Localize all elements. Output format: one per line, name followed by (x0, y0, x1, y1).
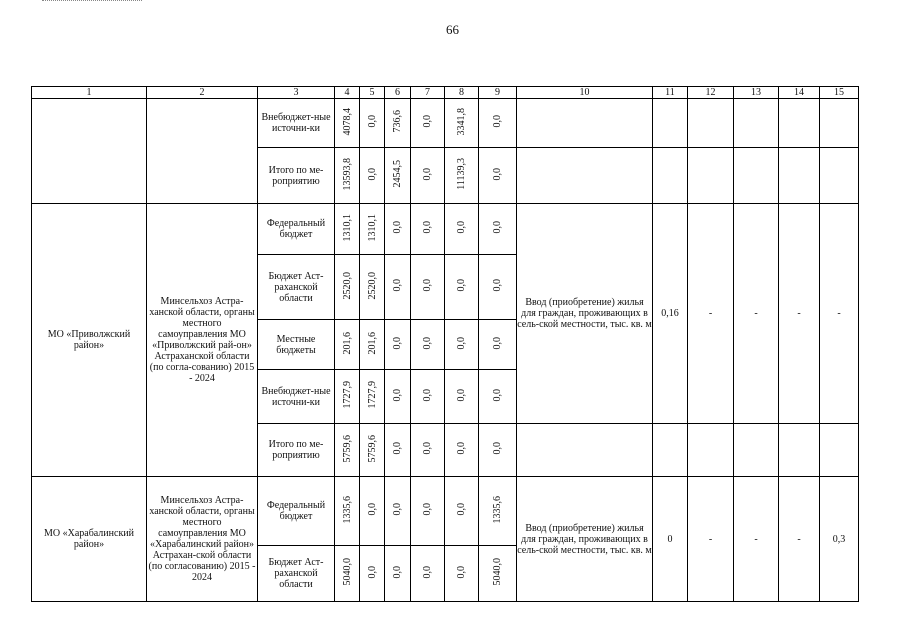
indicator-cell-empty (517, 99, 653, 148)
value: 0,0 (422, 167, 433, 181)
empty-cell (688, 424, 734, 477)
value: 2520,0 (366, 271, 378, 300)
value: 1310,1 (341, 213, 353, 242)
value: 0,0 (392, 336, 403, 350)
funding-source: Внебюджет-ные источни-ки (258, 99, 335, 148)
value-cell (360, 370, 385, 424)
value-cell (445, 255, 479, 320)
value-cell (445, 320, 479, 370)
value: 5040,0 (492, 558, 503, 586)
indicator-text: Ввод (приобретение) жилья для граждан, проживающих в сель-ской местности, тыс. кв. м (517, 477, 653, 602)
funding-source: Федеральный бюджет (258, 204, 335, 255)
indicator-value-15: 0,3 (820, 477, 859, 602)
col-num: 3 (258, 87, 335, 99)
value: 736,6 (392, 110, 403, 133)
value-cell (445, 370, 479, 424)
value-cell (445, 546, 479, 602)
col-num: 7 (411, 87, 445, 99)
table-row (32, 204, 859, 255)
value: 0,0 (492, 442, 503, 455)
value: 1335,6 (492, 495, 503, 524)
value: 0,0 (422, 115, 433, 128)
value-cell (335, 424, 360, 477)
value: 0,0 (492, 115, 503, 128)
value-cell (479, 204, 517, 255)
value: 2454,5 (392, 160, 403, 188)
empty-cell (820, 424, 859, 477)
value-cell (385, 370, 411, 424)
value: 0,0 (456, 279, 467, 292)
value-cell (385, 320, 411, 370)
value-cell (335, 204, 360, 255)
empty-cell (653, 148, 688, 204)
value-cell (479, 148, 517, 204)
value: 0,0 (456, 442, 467, 455)
top-edge-mark (42, 0, 142, 4)
program-table (31, 86, 859, 602)
value: 0,0 (492, 279, 503, 292)
value-cell (335, 148, 360, 204)
value: 0,0 (422, 503, 433, 516)
indicator-cell-empty (517, 424, 653, 477)
value-cell (411, 477, 445, 546)
value-cell (385, 204, 411, 255)
value: 0,0 (492, 336, 503, 350)
indicator-value-11: 0 (653, 477, 688, 602)
indicator-value-12: - (688, 204, 734, 424)
value-cell (479, 546, 517, 602)
value-cell (335, 255, 360, 320)
value-cell (360, 320, 385, 370)
value-cell (385, 255, 411, 320)
value-cell (385, 148, 411, 204)
value: 0,0 (456, 388, 467, 402)
value-cell (479, 370, 517, 424)
value: 2520,0 (341, 271, 353, 300)
value: 5759,6 (366, 434, 378, 463)
funding-source: Местные бюджеты (258, 320, 335, 370)
empty-cell (653, 424, 688, 477)
value: 0,0 (492, 221, 503, 234)
column-number-row (32, 87, 859, 99)
empty-cell (779, 424, 820, 477)
value-cell (411, 148, 445, 204)
value: 0,0 (366, 503, 378, 516)
value-cell (335, 477, 360, 546)
value: 0,0 (422, 388, 433, 402)
col-num: 12 (688, 87, 734, 99)
value-cell (479, 477, 517, 546)
value-cell (445, 204, 479, 255)
value: 0,0 (492, 388, 503, 402)
value-cell (445, 477, 479, 546)
value-cell (479, 320, 517, 370)
value-cell (360, 546, 385, 602)
value: 11139,3 (456, 158, 467, 190)
indicator-cell-empty (517, 148, 653, 204)
value: 1727,9 (341, 381, 353, 409)
funding-source: Бюджет Аст-раханской области (258, 546, 335, 602)
value: 1335,6 (341, 495, 353, 524)
value-cell (411, 99, 445, 148)
value-cell (335, 320, 360, 370)
municipality-cell-empty (32, 99, 147, 204)
col-num: 4 (335, 87, 360, 99)
municipality-name: МО «Приволжский район» (32, 204, 147, 477)
value-cell (411, 370, 445, 424)
indicator-value-14: - (779, 477, 820, 602)
value: 0,0 (456, 221, 467, 234)
value-cell (479, 99, 517, 148)
empty-cell (734, 99, 779, 148)
empty-cell (688, 148, 734, 204)
value: 0,0 (422, 442, 433, 455)
value: 1727,9 (366, 381, 378, 409)
value-cell (445, 424, 479, 477)
value: 0,0 (422, 336, 433, 350)
value: 0,0 (456, 503, 467, 516)
value-cell (385, 477, 411, 546)
value: 201,6 (341, 331, 353, 355)
value: 0,0 (392, 442, 403, 455)
value-cell (360, 204, 385, 255)
value: 0,0 (492, 167, 503, 181)
municipality-name: МО «Харабалинский район» (32, 477, 147, 602)
value-cell (411, 424, 445, 477)
value-cell (360, 255, 385, 320)
executor-text: Минсельхоз Астра-ханской области, органы местного самоуправления МО «Приволжский рай-он» Астраханской области (по согла-сованию) 2015 - 2024 (147, 204, 258, 477)
empty-cell (734, 148, 779, 204)
value: 0,0 (392, 221, 403, 234)
value: 0,0 (392, 565, 403, 579)
value: 5040,0 (341, 558, 353, 586)
indicator-text: Ввод (приобретение) жилья для граждан, проживающих в сель-ской местности, тыс. кв. м (517, 204, 653, 424)
value-cell (411, 320, 445, 370)
empty-cell (779, 148, 820, 204)
value: 0,0 (456, 565, 467, 579)
col-num: 10 (517, 87, 653, 99)
value-cell (445, 148, 479, 204)
value: 0,0 (366, 167, 378, 181)
funding-source: Федеральный бюджет (258, 477, 335, 546)
executor-text: Минсельхоз Астра-ханской области, органы местного самоуправления МО «Харабалинский район» Астрахан-ской области (по согласованию) 2015 - 2024 (147, 477, 258, 602)
page-number: 66 (446, 22, 459, 37)
value: 1310,1 (366, 213, 378, 242)
value-cell (445, 99, 479, 148)
value-cell (411, 255, 445, 320)
value: 0,0 (366, 565, 378, 579)
col-num: 11 (653, 87, 688, 99)
value: 0,0 (392, 388, 403, 402)
value-cell (411, 546, 445, 602)
value-cell (335, 546, 360, 602)
value: 13593,8 (341, 157, 353, 191)
col-num: 2 (147, 87, 258, 99)
indicator-value-13: - (734, 204, 779, 424)
value: 4078,4 (341, 107, 353, 136)
indicator-value-12: - (688, 477, 734, 602)
value-cell (479, 424, 517, 477)
empty-cell (820, 148, 859, 204)
value-cell (335, 370, 360, 424)
value: 201,6 (366, 331, 378, 355)
empty-cell (688, 99, 734, 148)
value: 0,0 (366, 115, 378, 128)
indicator-value-11: 0,16 (653, 204, 688, 424)
col-num: 9 (479, 87, 517, 99)
col-num: 15 (820, 87, 859, 99)
value: 0,0 (422, 279, 433, 292)
value: 0,0 (392, 279, 403, 292)
value-cell (385, 424, 411, 477)
value-cell (385, 99, 411, 148)
col-num: 8 (445, 87, 479, 99)
col-num: 5 (360, 87, 385, 99)
value: 3341,8 (456, 107, 467, 136)
col-num: 14 (779, 87, 820, 99)
value-cell (360, 424, 385, 477)
value: 0,0 (456, 336, 467, 350)
value-cell (411, 204, 445, 255)
col-num: 6 (385, 87, 411, 99)
funding-source: Итого по ме-роприятию (258, 148, 335, 204)
col-num: 1 (32, 87, 147, 99)
funding-source: Бюджет Аст-раханской области (258, 255, 335, 320)
value-cell (335, 99, 360, 148)
funding-source: Внебюджет-ные источни-ки (258, 370, 335, 424)
indicator-value-13: - (734, 477, 779, 602)
table-row (32, 99, 859, 148)
value-cell (479, 255, 517, 320)
value: 0,0 (422, 565, 433, 579)
executor-cell-empty (147, 99, 258, 204)
value: 0,0 (422, 221, 433, 234)
value: 0,0 (392, 503, 403, 516)
col-num: 13 (734, 87, 779, 99)
value: 5759,6 (341, 434, 353, 463)
indicator-value-14: - (779, 204, 820, 424)
indicator-value-15: - (820, 204, 859, 424)
value-cell (385, 546, 411, 602)
value-cell (360, 148, 385, 204)
empty-cell (734, 424, 779, 477)
table-row (32, 477, 859, 546)
value-cell (360, 99, 385, 148)
funding-source: Итого по ме-роприятию (258, 424, 335, 477)
empty-cell (820, 99, 859, 148)
value-cell (360, 477, 385, 546)
empty-cell (653, 99, 688, 148)
empty-cell (779, 99, 820, 148)
